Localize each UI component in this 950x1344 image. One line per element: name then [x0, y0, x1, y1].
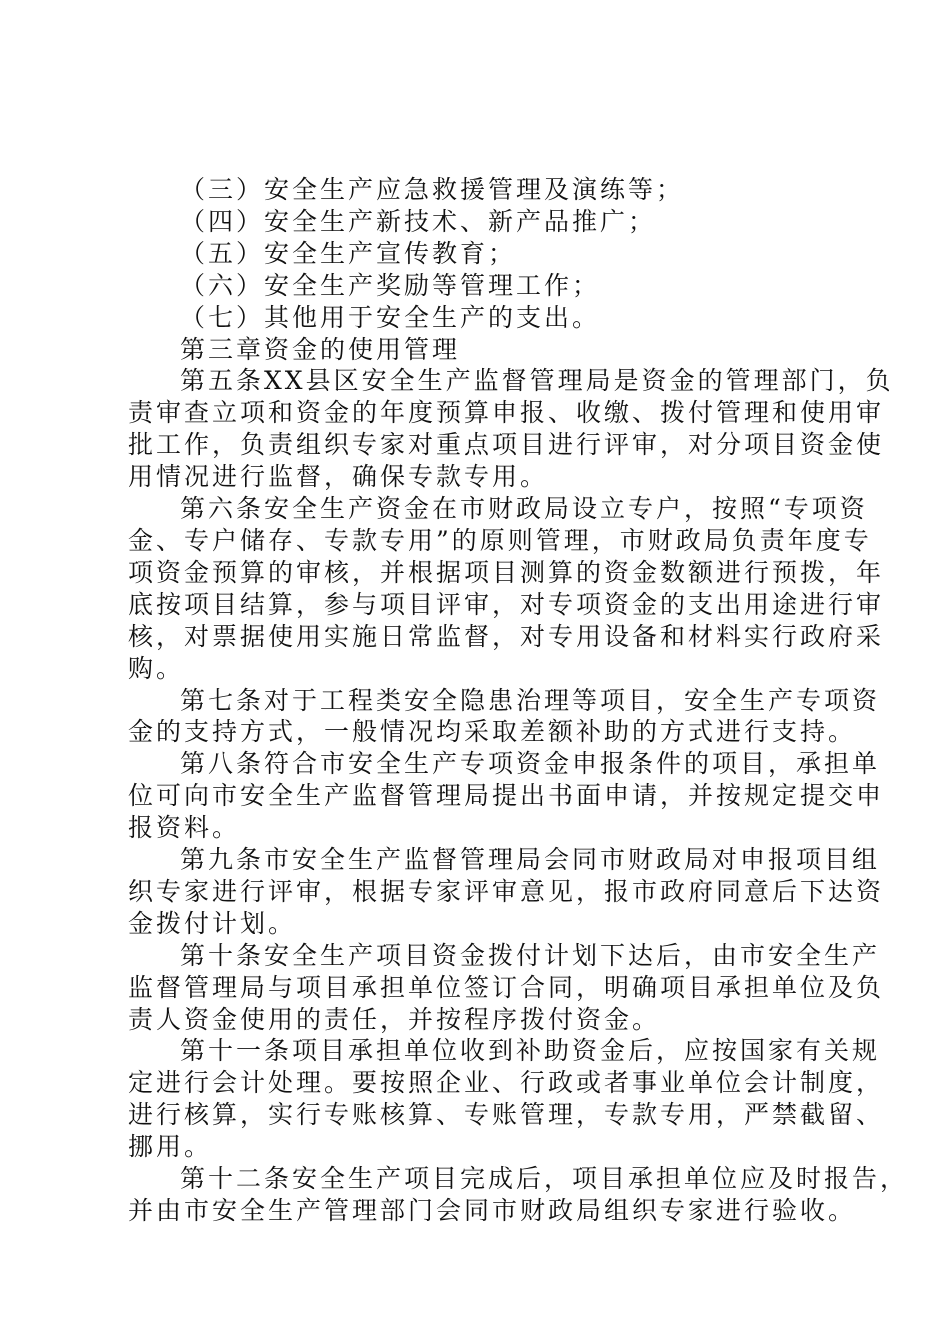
paragraph-line: 第六条安全生产资金在市财政局设立专户，按照“专项资	[180, 494, 868, 524]
text-line: （七）其他用于安全生产的支出。	[180, 302, 601, 332]
paragraph-line: 金拨付计划。	[128, 908, 297, 938]
paragraph-line: 位可向市安全生产监督管理局提出书面申请，并按规定提交申	[128, 781, 885, 811]
text-line: （六）安全生产奖励等管理工作；	[180, 270, 601, 300]
paragraph-line: 用情况进行监督，确保专款专用。	[128, 462, 549, 492]
paragraph-line: 报资料。	[128, 813, 241, 843]
paragraph-line: 购。	[128, 653, 185, 683]
paragraph-line: 项资金预算的审核，并根据项目测算的资金数额进行预拨，年	[128, 557, 885, 587]
paragraph-line: 底按项目结算，参与项目评审，对专项资金的支出用途进行审	[128, 589, 885, 619]
paragraph-line: 第十条安全生产项目资金拨付计划下达后，由市安全生产	[180, 940, 881, 970]
paragraph-line: 监督管理局与项目承担单位签订合同，明确项目承担单位及负	[128, 972, 885, 1002]
document-body	[128, 174, 909, 1227]
paragraph-line: 织专家进行评审，根据专家评审意见，报市政府同意后下达资	[128, 876, 885, 906]
paragraph-line: 第十一条项目承担单位收到补助资金后，应按国家有关规	[180, 1036, 881, 1066]
paragraph-line: 责人资金使用的责任，并按程序拨付资金。	[128, 1004, 661, 1034]
paragraph-line: 挪用。	[128, 1132, 213, 1162]
paragraph-line: 批工作，负责组织专家对重点项目进行评审，对分项目资金使	[128, 430, 885, 460]
paragraph-line: 进行核算，实行专账核算、专账管理，专款专用，严禁截留、	[128, 1100, 885, 1130]
paragraph-line: 金、专户储存、专款专用”的原则管理，市财政局负责年度专	[128, 525, 872, 555]
paragraph-line: 第八条符合市安全生产专项资金申报条件的项目，承担单	[180, 749, 881, 779]
paragraph-line: 第七条对于工程类安全隐患治理等项目，安全生产专项资	[180, 685, 881, 715]
chapter-heading: 第三章资金的使用管理	[180, 334, 461, 364]
paragraph-line: 第十二条安全生产项目完成后，项目承担单位应及时报告，	[180, 1164, 909, 1194]
paragraph-line: 第九条市安全生产监督管理局会同市财政局对申报项目组	[180, 845, 881, 875]
paragraph-line: 并由市安全生产管理部门会同市财政局组织专家进行验收。	[128, 1196, 857, 1225]
paragraph-line: 第五条XX县区安全生产监督管理局是资金的管理部门，负	[180, 366, 894, 396]
text-line: （四）安全生产新技术、新产品推广；	[180, 206, 657, 236]
paragraph-line: 定进行会计处理。要按照企业、行政或者事业单位会计制度，	[128, 1068, 885, 1098]
text-line: （五）安全生产宣传教育；	[180, 238, 517, 268]
paragraph-line: 金的支持方式，一般情况均采取差额补助的方式进行支持。	[128, 717, 857, 747]
text-line: （三）安全生产应急救援管理及演练等；	[180, 175, 685, 204]
paragraph-line: 责审查立项和资金的年度预算申报、收缴、拨付管理和使用审	[128, 398, 885, 428]
paragraph-line: 核，对票据使用实施日常监督，对专用设备和材料实行政府采	[128, 621, 885, 651]
